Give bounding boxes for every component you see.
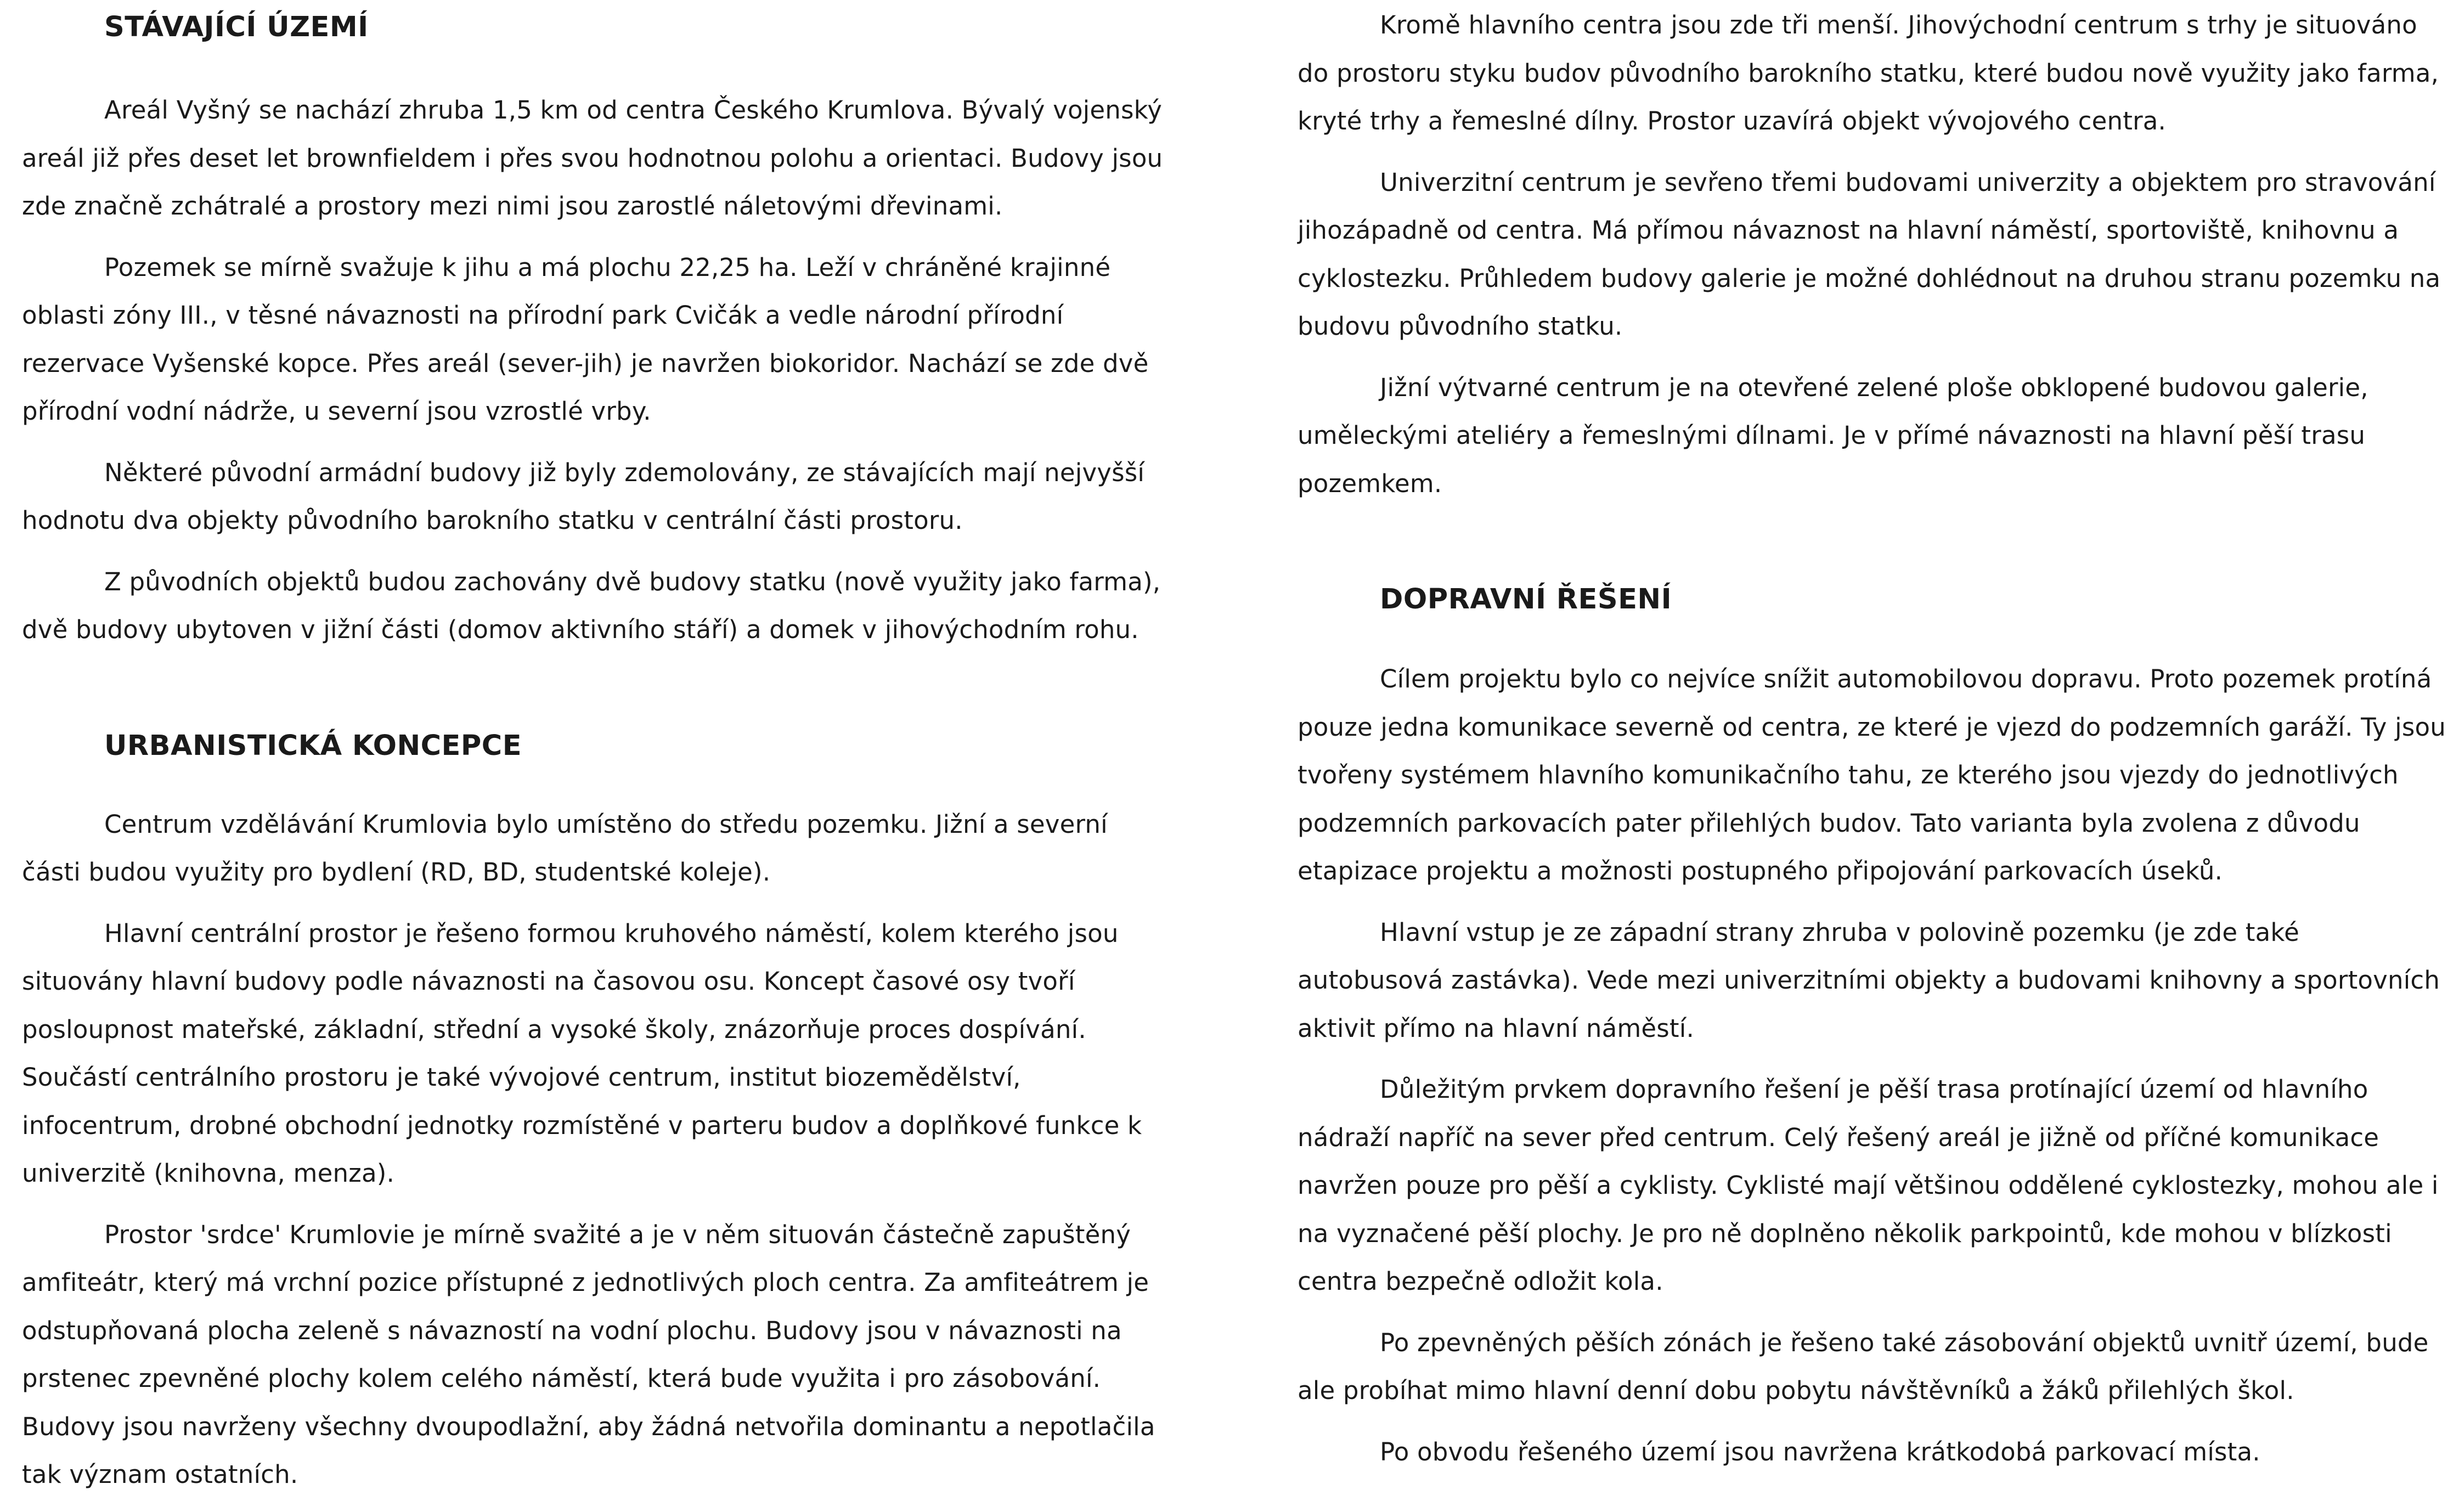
paragraph: Prostor 'srdce' Krumlovie je mírně svažité a je v něm situován částečně zapuštěný amfiteátr, který má vrchní pozice přístupné z jednotlivých ploch centra. Za amfiteátrem je odstupňovaná plocha zeleně s návazností na vodní plochu. Budovy jsou v návaznosti na prstenec zpevněné plochy kolem celého náměstí, která bude využita i pro zásobování. Budovy jsou navrženy všechny dvoupodlažní, aby žádná netvořila dominantu a nepotlačila tak význam ostatních. (22, 1220, 1155, 1489)
paragraph: Po zpevněných pěších zónách je řešeno také zásobování objektů uvnitř území, bude ale probíhat mimo hlavní denní dobu pobytu návštěvníků a žáků přilehlých škol. (1298, 1328, 2429, 1405)
section-heading-stavajici-uzemi: STÁVAJÍCÍ ÚZEMÍ (104, 11, 369, 43)
paragraph: Pozemek se mírně svažuje k jihu a má plochu 22,25 ha. Leží v chráněné krajinné oblasti zóny III., v těsné návaznosti na přírodní park Cvičák a vedle národní přírodní rezervace Vyšenské kopce. Přes areál (sever-jih) je navržen biokoridor. Nachází se zde dvě přírodní vodní nádrže, u severní jsou vzrostlé vrby. (22, 252, 1149, 426)
paragraph: Areál Vyšný se nachází zhruba 1,5 km od centra Českého Krumlova. Bývalý vojenský areál již přes deset let brownfieldem i přes svou hodnotnou polohu a orientaci. Budovy jsou zde značně zchátralé a prostory mezi nimi jsou zarostlé náletovými dřevinami. (22, 95, 1163, 221)
section-heading-dopravni-reseni: DOPRAVNÍ ŘEŠENÍ (1380, 583, 1672, 616)
paragraph: Hlavní centrální prostor je řešeno formou kruhového náměstí, kolem kterého jsou situovány hlavní budovy podle návaznosti na časovou osu. Koncept časové osy tvoří posloupnost mateřské, základní, střední a vysoké školy, znázorňuje proces dospívání. Součástí centrálního prostoru je také vývojové centrum, institut biozemědělství, infocentrum, drobné obchodní jednotky rozmístěné v parteru budov a doplňkové funkce k univerzitě (knihovna, menza). (22, 918, 1142, 1188)
paragraph: Cílem projektu bylo co nejvíce snížit automobilovou dopravu. Proto pozemek protíná pouze jedna komunikace severně od centra, ze které je vjezd do podzemních garáží. Ty jsou tvořeny systémem hlavního komunikačního tahu, ze kterého jsou vjezdy do jednotlivých podzemních parkovacích pater přilehlých budov. Tato varianta byla zvolena z důvodu etapizace projektu a možnosti postupného připojování parkovacích úseků. (1298, 664, 2446, 885)
section-heading-urbanisticka-koncepce: URBANISTICKÁ KONCEPCE (104, 729, 522, 762)
paragraph: Jižní výtvarné centrum je na otevřené zelené ploše obklopené budovou galerie, uměleckými ateliéry a řemeslnými dílnami. Je v přímé návaznosti na hlavní pěší trasu pozemkem. (1298, 373, 2368, 498)
paragraph: Hlavní vstup je ze západní strany zhruba v polovině pozemku (je zde také autobusová zastávka). Vede mezi univerzitními objekty a budovami knihovny a sportovních aktivit přímo na hlavní náměstí. (1298, 917, 2440, 1043)
paragraph: Kromě hlavního centra jsou zde tři menší. Jihovýchodní centrum s trhy je situováno do prostoru styku budov původního barokního statku, které budou nově využity jako farma, kryté trhy a řemeslné dílny. Prostor uzavírá objekt vývojového centra. (1298, 10, 2439, 136)
left-column (22, 0, 1169, 1512)
paragraph: Některé původní armádní budovy již byly zdemolovány, ze stávajících mají nejvyšší hodnotu dva objekty původního barokního statku v centrální části prostoru. (22, 458, 1145, 535)
right-column (1298, 0, 2447, 1489)
paragraph: Z původních objektů budou zachovány dvě budovy statku (nově využity jako farma), dvě budovy ubytoven v jižní části (domov aktivního stáří) a domek v jihovýchodním rohu. (22, 567, 1161, 644)
paragraph: Důležitým prvkem dopravního řešení je pěší trasa protínající území od hlavního nádraží napříč na sever před centrum. Celý řešený areál je jižně od příčné komunikace navržen pouze pro pěší a cyklisty. Cyklisté mají většinou oddělené cyklostezky, mohou ale i na vyznačené pěší plochy. Je pro ně doplněno několik parkpointů, kde mohou v blízkosti centra bezpečně odložit kola. (1298, 1075, 2439, 1296)
paragraph: Univerzitní centrum je sevřeno třemi budovami univerzity a objektem pro stravování jihozápadně od centra. Má přímou návaznost na hlavní náměstí, sportoviště, knihovnu a cyklostezku. Průhledem budovy galerie je možné dohlédnout na druhou stranu pozemku na budovu původního statku. (1298, 167, 2441, 341)
paragraph: Centrum vzdělávání Krumlovia bylo umístěno do středu pozemku. Jižní a severní části budou využity pro bydlení (RD, BD, studentské koleje). (22, 809, 1108, 887)
paragraph: Po obvodu řešeného území jsou navržena krátkodobá parkovací místa. (1380, 1437, 2260, 1466)
